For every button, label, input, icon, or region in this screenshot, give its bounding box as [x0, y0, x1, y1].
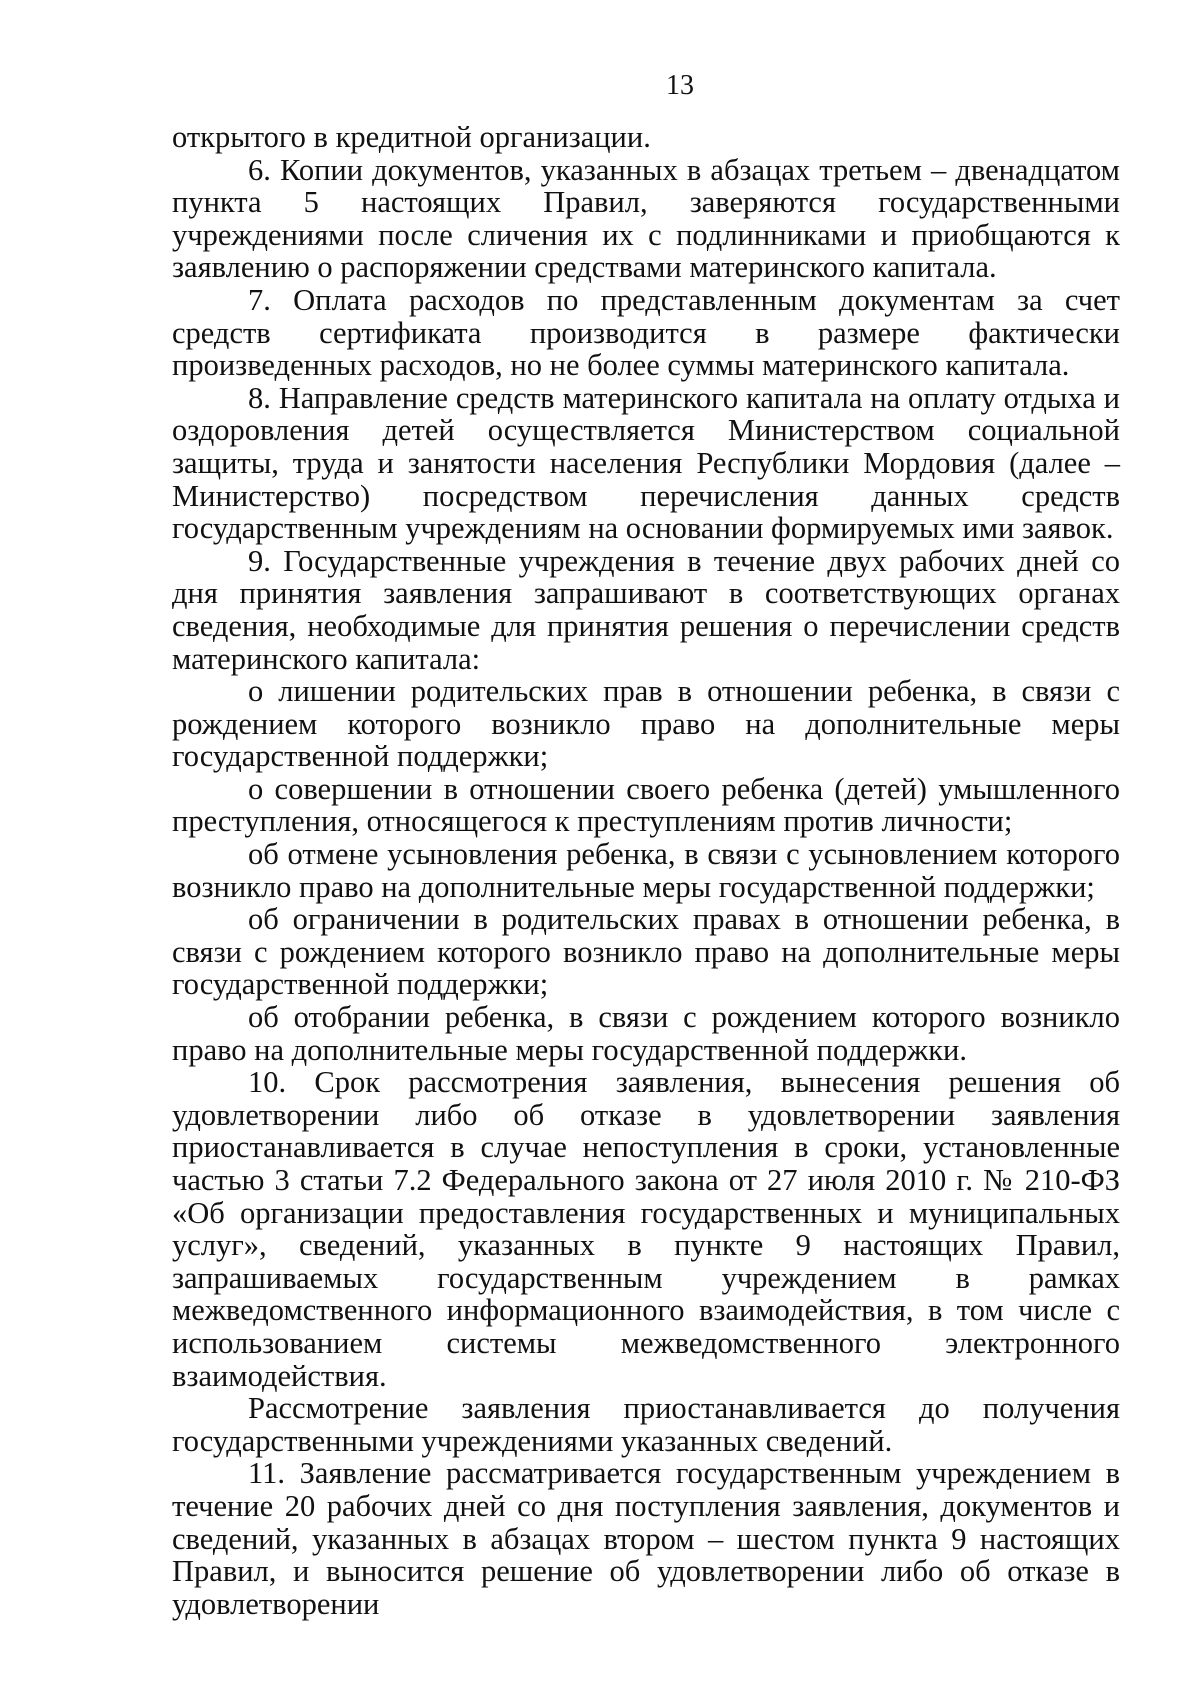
paragraph-continuation: открытого в кредитной организации. [172, 120, 651, 154]
paragraph-suspension-note: Рассмотрение заявления приостанавливается до получения государственными учреждениями указанных сведений. [172, 1391, 1120, 1458]
paragraph-item-9: 9. Государственные учреждения в течение двух рабочих дней со дня принятия заявления запрашивают в соответствующих органах сведения, необходимые для принятия решения о перечислении средств материнского капитала: [172, 543, 1120, 676]
paragraph-subitem-adoption-cancel: об отмене усыновления ребенка, в связи с усыновлением которого возникло право на дополнительные меры государственной поддержки; [172, 837, 1120, 904]
paragraph-subitem-restriction: об ограничении в родительских правах в отношении ребенка, в связи с рождением которого возникло право на дополнительные меры государственной поддержки; [172, 902, 1120, 1002]
document-body [172, 121, 1120, 1620]
paragraph-subitem-removal: об отобрании ребенка, в связи с рождением которого возникло право на дополнительные меры государственной поддержки. [172, 1000, 1120, 1067]
paragraph-subitem-deprivation: о лишении родительских прав в отношении ребенка, в связи с рождением которого возникло право на дополнительные меры государственной поддержки; [172, 674, 1120, 774]
paragraph-item-8: 8. Направление средств материнского капитала на оплату отдыха и оздоровления детей осуществляется Министерством социальной защиты, труда и занятости населения Республики Мордовия (далее – Министерство) посредством перечисления данных средств государственным учреждениям на основании формируемых ими заявок. [172, 380, 1120, 546]
paragraph-subitem-crime: о совершении в отношении своего ребенка (детей) умышленного преступления, относящегося к преступлениям против личности; [172, 771, 1120, 839]
paragraph-item-7: 7. Оплата расходов по представленным документам за счет средств сертификата производится в размере фактически произведенных расходов, но не более суммы материнского капитала. [172, 282, 1120, 383]
paragraph-item-11: 11. Заявление рассматривается государственным учреждением в течение 20 рабочих дней со дня поступления заявления, документов и сведений, указанных в абзацах втором – шестом пункта 9 настоящих Правил, и выносится решение об удовлетворении либо об отказе в удовлетворении [172, 1456, 1120, 1621]
page-number: 13 [666, 70, 694, 101]
paragraph-item-10: 10. Срок рассмотрения заявления, вынесения решения об удовлетворении либо об отказе в удовлетворении заявления приостанавливается в случае непоступления в сроки, установленные частью 3 статьи 7.2 Федерального закона от 27 июля 2010 г. № 210-ФЗ «Об организации предоставления государственных и муниципальных услуг», сведений, указанных в пункте 9 настоящих Правил, запрашиваемых государственным учреждением в рамках межведомственного информационного взаимодействия, в том числе с использованием системы межведомственного электронного взаимодействия. [172, 1065, 1120, 1393]
paragraph-item-6: 6. Копии документов, указанных в абзацах третьем – двенадцатом пункта 5 настоящих Правил, заверяются государственными учреждениями после сличения их с подлинниками и приобщаются к заявлению о распоряжении средствами материнского капитала. [172, 152, 1120, 285]
